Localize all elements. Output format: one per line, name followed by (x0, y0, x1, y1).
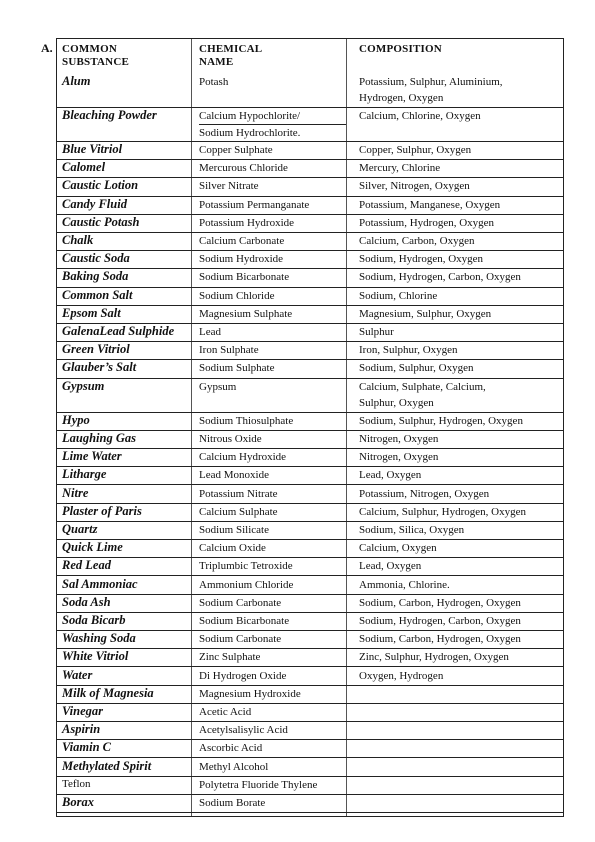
composition-line: Sodium, Silica, Oxygen (359, 523, 465, 536)
composition-line: Sulphur, Oxygen (359, 396, 434, 409)
composition (359, 486, 562, 502)
table-row (57, 521, 563, 540)
composition-line: Oxygen, Hydrogen (359, 669, 444, 682)
composition-line: Potassium, Nitrogen, Oxygen (359, 487, 490, 500)
composition-line: Calcium, Sulphur, Hydrogen, Oxygen (359, 505, 526, 518)
chemical-name: Sodium Carbonate (199, 596, 282, 609)
table-row (57, 466, 563, 485)
composition-line: Sodium, Carbon, Hydrogen, Oxygen (359, 596, 521, 609)
composition (359, 306, 562, 322)
common-substance: Laughing Gas (62, 430, 136, 445)
table-row (57, 341, 563, 360)
table-row (57, 412, 563, 431)
common-substance: Litharge (62, 467, 107, 482)
common-substance: Soda Bicarb (62, 612, 126, 627)
composition-line: Mercury, Chlorine (359, 162, 441, 175)
table-row (57, 721, 563, 740)
composition-line: Sodium, Hydrogen, Carbon, Oxygen (359, 271, 521, 284)
chemical-name: Sodium Silicate (199, 523, 269, 536)
common-substance: Common Salt (62, 287, 133, 302)
common-substance: Milk of Magnesia (62, 685, 154, 700)
composition (359, 577, 562, 593)
composition (359, 269, 562, 285)
common-substance: Caustic Potash (62, 214, 140, 229)
composition-line: Calcium, Sulphate, Calcium, (359, 380, 486, 393)
chemical-name: Potassium Nitrate (199, 487, 278, 500)
common-substance: Plaster of Paris (62, 503, 142, 518)
composition (359, 668, 562, 684)
header-common-substance (62, 43, 129, 69)
chemical-name: Magnesium Hydroxide (199, 687, 301, 700)
composition-line: Hydrogen, Oxygen (359, 92, 444, 104)
table-row (57, 648, 563, 667)
header-line: COMMON (62, 43, 117, 55)
common-substance: Aspirin (62, 722, 101, 737)
common-substance: Washing Soda (62, 631, 136, 646)
table-row (57, 685, 563, 704)
table-row (57, 196, 563, 215)
table-row (57, 268, 563, 287)
table-row (57, 141, 563, 160)
chemical-name: Triplumbic Tetroxide (199, 560, 293, 573)
composition (359, 160, 562, 176)
composition (359, 74, 562, 106)
common-substance: Caustic Lotion (62, 178, 139, 193)
table-row (57, 485, 563, 504)
composition-line: Potassium, Hydrogen, Oxygen (359, 216, 495, 229)
chemical-name: Lead Monoxide (199, 469, 269, 482)
composition (359, 431, 562, 447)
table-row (57, 73, 563, 108)
table-row (57, 612, 563, 631)
composition (359, 178, 562, 194)
table-row (57, 250, 563, 269)
chemical-name: Sodium Carbonate (199, 633, 282, 646)
composition (359, 108, 562, 124)
composition-line: Sodium, Hydrogen, Carbon, Oxygen (359, 614, 521, 627)
common-substance: Viamin C (62, 740, 111, 755)
composition-line: Sulphur (359, 326, 394, 339)
composition-line: Sodium, Carbon, Hydrogen, Oxygen (359, 633, 521, 646)
common-substance: Teflon (62, 777, 91, 790)
table-row (57, 107, 563, 142)
chemical-name: Silver Nitrate (199, 180, 259, 193)
common-substance: Bleaching Powder (62, 108, 157, 123)
common-substance: Quartz (62, 521, 98, 536)
chemical-name: Sodium Thiosulphate (199, 414, 294, 427)
composition-line: Calcium, Oxygen (359, 542, 437, 555)
composition (359, 631, 562, 647)
chemical-name: Gypsum (199, 380, 237, 393)
composition (359, 558, 562, 574)
composition-line: Calcium, Carbon, Oxygen (359, 235, 475, 248)
composition (359, 413, 562, 429)
table-row (57, 430, 563, 449)
common-substance: Baking Soda (62, 269, 129, 284)
header-composition (359, 43, 442, 56)
composition (359, 324, 562, 340)
common-substance: Calomel (62, 160, 106, 175)
chemical-name: Copper Sulphate (199, 144, 273, 157)
composition-line: Iron, Sulphur, Oxygen (359, 344, 458, 357)
common-substance: Caustic Soda (62, 251, 130, 266)
composition (359, 233, 562, 249)
common-substance: Quick Lime (62, 540, 123, 555)
common-substance: Vinegar (62, 703, 103, 718)
common-substance: Lime Water (62, 449, 122, 464)
composition (359, 613, 562, 629)
table-row (57, 594, 563, 613)
table-row (57, 703, 563, 722)
composition-line: Lead, Oxygen (359, 560, 422, 573)
header-line: SUBSTANCE (62, 56, 130, 68)
table-row (57, 794, 563, 813)
composition (359, 649, 562, 665)
common-substance: GalenaLead Sulphide (62, 324, 175, 339)
chemical-name: Di Hydrogen Oxide (199, 669, 287, 682)
table-row (57, 539, 563, 558)
chemical-name: Acetylsalisylic Acid (199, 724, 288, 737)
composition-line: Nitrogen, Oxygen (359, 432, 439, 445)
chemical-name: Calcium Hydroxide (199, 451, 287, 464)
table-row (57, 177, 563, 196)
chemical-name: Potassium Hydroxide (199, 216, 295, 229)
composition-line: Sodium, Sulphur, Hydrogen, Oxygen (359, 414, 523, 427)
common-substance: Soda Ash (62, 594, 111, 609)
common-substance: Chalk (62, 233, 94, 248)
common-substance: Epsom Salt (62, 305, 121, 320)
table-row (57, 739, 563, 758)
composition (359, 288, 562, 304)
chemical-name: Calcium Hypochlorite/ (199, 110, 301, 123)
table-row (57, 667, 563, 686)
chemical-name: Sodium Sulphate (199, 362, 275, 375)
table-row (57, 378, 563, 413)
composition-line: Sodium, Hydrogen, Oxygen (359, 253, 484, 266)
chemical-name: Magnesium Sulphate (199, 307, 293, 320)
table-row (57, 630, 563, 649)
composition (359, 197, 562, 213)
table-row (57, 776, 563, 795)
composition-line: Potassium, Manganese, Oxygen (359, 198, 501, 211)
table-row (57, 159, 563, 178)
common-substance: Green Vitriol (62, 342, 130, 357)
header-line: CHEMICAL (199, 43, 263, 55)
composition-line: Nitrogen, Oxygen (359, 451, 439, 464)
composition (359, 540, 562, 556)
composition (359, 449, 562, 465)
section-label: A. (41, 41, 53, 55)
composition (359, 342, 562, 358)
composition (359, 251, 562, 267)
chemical-name: Potash (199, 76, 229, 88)
table-row (57, 359, 563, 378)
chemical-name: Methyl Alcohol (199, 760, 269, 773)
chemical-name: Calcium Oxide (199, 542, 266, 555)
common-substance: Candy Fluid (62, 196, 127, 211)
table-row (57, 557, 563, 576)
composition-line: Calcium, Chlorine, Oxygen (359, 110, 481, 123)
chemical-name: Calcium Carbonate (199, 235, 285, 248)
common-substance: Alum (62, 74, 91, 88)
table-row (57, 287, 563, 306)
table-row (57, 503, 563, 522)
common-substance: Methylated Spirit (62, 758, 152, 773)
substances-table (56, 38, 564, 817)
chemical-name: Mercurous Chloride (199, 162, 288, 175)
composition-line: Sodium, Sulphur, Oxygen (359, 362, 474, 375)
common-substance: Nitre (62, 485, 89, 500)
chemical-name: Ascorbic Acid (199, 742, 263, 755)
common-substance: Sal Ammoniac (62, 576, 138, 591)
composition-line: Copper, Sulphur, Oxygen (359, 144, 472, 157)
chemical-name: Zinc Sulphate (199, 651, 261, 664)
common-substance: Hypo (62, 412, 90, 427)
table-row (57, 323, 563, 342)
chemical-name: Acetic Acid (199, 705, 252, 718)
chemical-name: Ammonium Chloride (199, 578, 294, 591)
table-row (57, 214, 563, 233)
composition-line: Potassium, Sulphur, Aluminium, (359, 76, 503, 88)
common-substance: Blue Vitriol (62, 142, 123, 157)
composition-line: Silver, Nitrogen, Oxygen (359, 180, 470, 193)
composition (359, 467, 562, 483)
header-line: COMPOSITION (359, 43, 442, 55)
chemical-name-extra: Sodium Hydrochlorite. (199, 124, 346, 141)
composition-line: Lead, Oxygen (359, 469, 422, 482)
common-substance: Borax (62, 794, 94, 809)
chemical-name: Lead (199, 326, 221, 339)
composition (359, 215, 562, 231)
composition (359, 595, 562, 611)
table-row (57, 305, 563, 324)
composition-line: Sodium, Chlorine (359, 289, 438, 302)
composition-line: Zinc, Sulphur, Hydrogen, Oxygen (359, 651, 509, 664)
header-chemical-name (199, 43, 262, 69)
table-row (57, 232, 563, 251)
header-line: NAME (199, 56, 234, 68)
composition (359, 142, 562, 158)
common-substance: White Vitriol (62, 649, 129, 664)
table-row (57, 758, 563, 777)
chemical-name: Sodium Chloride (199, 289, 275, 302)
chemical-name: Calcium Sulphate (199, 505, 278, 518)
table-row (57, 448, 563, 467)
common-substance: Glauber’s Salt (62, 360, 137, 375)
table-row (57, 576, 563, 595)
composition (359, 504, 562, 520)
common-substance: Water (62, 667, 93, 682)
chemical-name: Polytetra Fluoride Thylene (199, 778, 318, 791)
chemical-name: Sodium Bicarbonate (199, 614, 290, 627)
chemical-name: Iron Sulphate (199, 344, 259, 357)
common-substance: Gypsum (62, 378, 105, 393)
composition (359, 522, 562, 538)
composition (359, 379, 562, 411)
chemical-name: Nitrous Oxide (199, 432, 262, 445)
composition (359, 360, 562, 376)
common-substance: Red Lead (62, 558, 111, 573)
composition-line: Ammonia, Chlorine. (359, 578, 450, 591)
composition-line: Magnesium, Sulphur, Oxygen (359, 307, 492, 320)
chemical-name: Sodium Bicarbonate (199, 271, 290, 284)
chemical-name: Potassium Permanganate (199, 198, 310, 211)
chemical-name: Sodium Borate (199, 796, 266, 809)
chemical-name: Sodium Hydroxide (199, 253, 284, 266)
